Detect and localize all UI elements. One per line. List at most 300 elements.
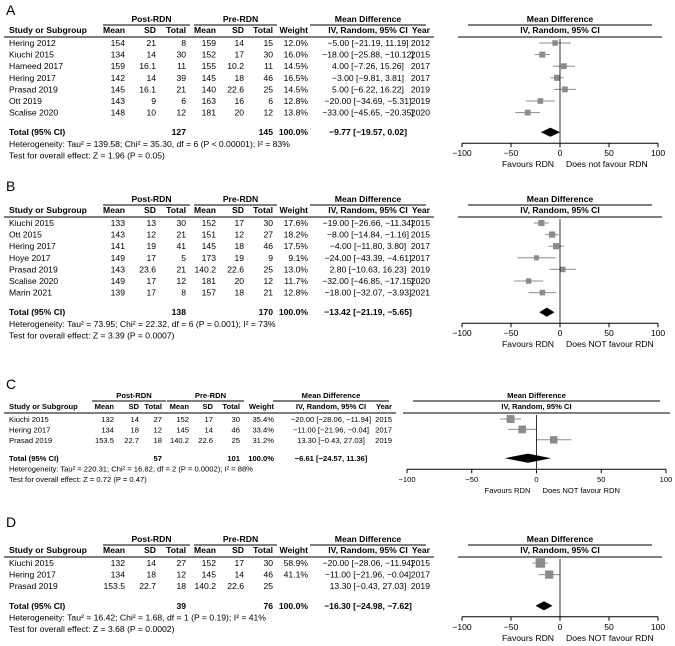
total-weight: 100.0%: [278, 307, 308, 318]
total-label: Total (95% CI): [9, 454, 59, 464]
x-tick-label: 100: [650, 621, 666, 632]
pre-sd: 17: [204, 415, 213, 424]
header-md-method: IV, Random, 95% CI: [328, 25, 408, 35]
study-weight: 12.8%: [283, 96, 308, 106]
pre-total: 30: [263, 49, 273, 60]
study-ci: −19.00 [−26.66, −11.34]: [322, 218, 414, 228]
table-row: [9, 276, 430, 286]
x-tick-label: 100: [650, 148, 666, 159]
post-sd: 21: [146, 38, 156, 48]
table-row: [9, 218, 430, 228]
favours-right-label: Does NOT favour RDN: [566, 632, 654, 643]
x-tick-label: 0: [557, 328, 563, 339]
x-tick-label: −50: [503, 328, 519, 339]
study-year: 2019: [410, 84, 430, 95]
pre-sd: 22.6: [227, 84, 244, 95]
post-sd: 18: [130, 425, 139, 435]
header-study: Study or Subgroup: [9, 205, 87, 215]
post-total: 12: [153, 425, 162, 435]
pre-sd: 17: [234, 218, 244, 228]
study-name: Hering 2017: [9, 72, 56, 83]
pre-total: 9: [268, 252, 273, 263]
pre-sd: 17: [234, 558, 244, 568]
header-total: Total: [166, 545, 186, 555]
post-total: 12: [176, 276, 186, 286]
header-study: Study or Subgroup: [9, 545, 87, 555]
pre-mean: 152: [201, 218, 216, 228]
x-tick-label: 50: [597, 475, 606, 485]
x-tick-label: −50: [503, 148, 519, 159]
header-total: Total: [253, 25, 273, 35]
post-total: 41: [176, 241, 186, 252]
header-sd: SD: [202, 402, 213, 411]
effect-marker: [540, 290, 546, 296]
study-weight: 16.5%: [283, 72, 308, 83]
pre-total: 11: [264, 61, 273, 72]
header-md-method: IV, Random, 95% CI: [328, 205, 408, 215]
post-total: 18: [153, 435, 162, 445]
effect-marker: [552, 40, 557, 45]
header-sd: SD: [232, 545, 244, 555]
study-ci: −18.00 [−25.88, −10.12]: [322, 49, 414, 60]
effect-marker: [518, 426, 526, 434]
post-mean: 153.5: [103, 581, 125, 592]
study-weight: 17.5%: [283, 241, 308, 252]
x-tick-label: 0: [557, 621, 563, 632]
study-year: 2015: [410, 49, 430, 60]
pre-sd: 22.6: [198, 435, 213, 445]
table-row: [9, 288, 430, 298]
post-sd: 14: [146, 72, 156, 83]
pre-mean: 145: [201, 241, 216, 252]
post-mean: 134: [110, 569, 125, 580]
study-weight: 13.0%: [283, 264, 308, 275]
header-plot-method: IV, Random, 95% CI: [520, 25, 600, 35]
header-mean: Mean: [194, 545, 216, 555]
total-ci: −16.30 [−24.98, −7.62]: [324, 600, 412, 611]
total-label: Total (95% CI): [9, 600, 66, 611]
study-weight: 17.6%: [283, 218, 308, 228]
pre-total: 21: [263, 287, 273, 298]
study-ci: −4.00 [−11.80, 3.80]: [329, 241, 407, 252]
post-mean: 134: [110, 49, 125, 60]
effect-marker: [549, 231, 555, 237]
study-name: Kiuchi 2015: [9, 218, 54, 228]
pre-mean: 157: [201, 287, 216, 298]
forest-panel-c: [4, 376, 672, 495]
summary-diamond: [505, 454, 552, 463]
total-pre-n: 76: [263, 600, 273, 611]
pre-total: 30: [263, 218, 273, 228]
header-group2: Pre-RDN: [194, 391, 227, 400]
forest-panel-b: [4, 178, 665, 349]
pre-mean: 145: [201, 569, 216, 580]
effect-marker: [525, 110, 531, 116]
study-year: 2017: [410, 569, 430, 580]
post-total: 11: [177, 61, 186, 72]
panel-label: C: [6, 376, 17, 392]
post-sd: 19: [146, 241, 156, 252]
study-ci: −5.00 [−21.19, 11.19]: [327, 38, 409, 48]
header-mean: Mean: [194, 25, 216, 35]
post-mean: 159: [110, 61, 125, 72]
study-year: 2019: [410, 581, 430, 592]
pre-mean: 145: [176, 425, 189, 435]
table-row: [9, 425, 392, 434]
study-year: 2019: [410, 264, 430, 275]
pre-sd: 22.6: [227, 581, 244, 592]
study-ci: −24.00 [−43.39, −4.61]: [324, 252, 412, 263]
post-mean: 134: [101, 425, 114, 435]
post-sd: 10: [146, 107, 156, 118]
total-label: Total (95% CI): [9, 307, 66, 318]
post-mean: 142: [110, 72, 125, 83]
header-mean-difference: Mean Difference: [334, 534, 402, 544]
heterogeneity-text: Heterogeneity: Tau² = 139.58; Chi² = 35.30, df = 6 (P < 0.00001); I² = 83%: [9, 138, 290, 149]
study-year: 2017: [375, 425, 392, 435]
post-mean: 154: [110, 38, 125, 48]
study-ci: −20.00 [−34.69, −5.31]: [324, 96, 412, 106]
effect-marker: [560, 267, 566, 273]
study-ci: −33.00 [−45.65, −20.35]: [322, 107, 414, 118]
header-group1: Post-RDN: [131, 194, 172, 204]
header-mean: Mean: [94, 402, 114, 411]
header-md-method: IV, Random, 95% CI: [295, 402, 367, 411]
pre-total: 15: [263, 38, 273, 48]
post-total: 12: [176, 107, 186, 118]
post-total: 39: [176, 72, 186, 83]
pre-mean: 152: [176, 415, 189, 424]
post-mean: 149: [110, 276, 125, 286]
post-total: 21: [176, 229, 186, 240]
x-tick-label: −50: [503, 621, 519, 632]
study-ci: −32.00 [−46.85, −17.15]: [322, 276, 414, 286]
table-row: [9, 38, 430, 48]
study-weight: 33.4%: [252, 425, 274, 435]
header-weight: Weight: [279, 25, 308, 35]
study-year: 2017: [410, 241, 430, 252]
panel-label: A: [6, 2, 16, 18]
pre-total: 46: [263, 72, 273, 83]
post-mean: 143: [110, 264, 125, 275]
pre-sd: 17: [234, 49, 244, 60]
total-post-n: 127: [171, 127, 186, 138]
header-sd: SD: [232, 25, 244, 35]
pre-total: 30: [231, 415, 240, 424]
total-weight: 100.0%: [278, 600, 308, 611]
table-row: [9, 253, 430, 263]
post-mean: 141: [110, 241, 125, 252]
overall-effect-text: Test for overall effect: Z = 1.96 (P = 0.05): [9, 150, 165, 161]
study-weight: 18.2%: [283, 229, 308, 240]
header-plot-mean-difference: Mean Difference: [526, 534, 594, 544]
post-sd: 13: [146, 218, 156, 228]
post-total: 21: [176, 264, 186, 275]
total-pre-n: 145: [258, 127, 273, 138]
header-year: Year: [411, 545, 430, 555]
total-pre-n: 101: [227, 454, 240, 464]
pre-sd: 20: [234, 276, 244, 286]
post-mean: 149: [110, 252, 125, 263]
table-row: [9, 96, 430, 106]
total-weight: 100.0%: [248, 454, 274, 464]
effect-marker: [554, 75, 560, 81]
header-group2: Pre-RDN: [222, 14, 259, 24]
pre-total: 46: [263, 569, 273, 580]
header-sd: SD: [144, 25, 156, 35]
x-tick-label: 100: [659, 475, 673, 485]
header-study: Study or Subgroup: [9, 25, 87, 35]
effect-marker: [526, 278, 531, 283]
overall-effect-text: Test for overall effect: Z = 3.39 (P = 0.0007): [9, 330, 175, 341]
post-sd: 17: [146, 276, 156, 286]
header-md-method: IV, Random, 95% CI: [328, 545, 408, 555]
total-ci: −6.61 [−24.57, 11.36]: [294, 454, 368, 464]
total-ci: −13.42 [−21.19, −5.65]: [324, 307, 412, 318]
study-ci: 5.00 [−6.22, 16.22]: [332, 84, 404, 95]
post-sd: 14: [146, 558, 156, 568]
effect-marker: [562, 86, 568, 92]
study-weight: 12.8%: [283, 287, 308, 298]
post-mean: 148: [110, 107, 125, 118]
pre-mean: 159: [201, 38, 216, 48]
study-ci: −11.00 [−21.96, −0.04]: [292, 425, 370, 435]
table-row: [9, 230, 430, 240]
header-total: Total: [222, 402, 240, 411]
study-weight: 31.2%: [252, 435, 274, 445]
pre-mean: 140.2: [194, 264, 216, 275]
study-weight: 41.1%: [283, 569, 308, 580]
pre-sd: 10.2: [227, 61, 244, 72]
table-row: [9, 570, 430, 580]
study-year: 2015: [410, 229, 430, 240]
study-weight: 14.5%: [283, 61, 308, 72]
study-name: Prasad 2019: [9, 435, 53, 445]
header-mean: Mean: [194, 205, 216, 215]
study-year: 2017: [410, 61, 430, 72]
favours-left-label: Favours RDN: [501, 632, 554, 643]
header-total: Total: [166, 25, 186, 35]
study-year: 2012: [410, 38, 430, 48]
header-mean: Mean: [103, 25, 125, 35]
table-row: [9, 61, 430, 71]
total-post-n: 39: [176, 600, 186, 611]
study-name: Hering 2017: [9, 569, 56, 580]
favours-right-label: Does NOT favour RDN: [542, 486, 621, 496]
header-year: Year: [411, 25, 430, 35]
post-sd: 14: [130, 415, 139, 424]
pre-sd: 16: [234, 96, 244, 106]
post-total: 8: [181, 38, 186, 48]
summary-diamond: [539, 308, 554, 317]
post-mean: 132: [110, 558, 125, 568]
x-tick-label: 0: [557, 148, 563, 159]
study-name: Kiuchi 2015: [9, 415, 49, 424]
effect-marker: [553, 243, 559, 249]
study-ci: −20.00 [−28.06, −11.94]: [290, 415, 372, 424]
table-row: [9, 108, 430, 118]
post-mean: 132: [101, 415, 114, 424]
table-row: [9, 50, 430, 60]
study-ci: 13.30 [−0.43, 27.03]: [297, 435, 365, 445]
effect-marker: [545, 570, 553, 578]
pre-total: 6: [268, 96, 273, 106]
total-weight: 100.0%: [278, 127, 308, 138]
post-total: 27: [153, 415, 162, 424]
panel-label: D: [6, 514, 17, 530]
header-plot-method: IV, Random, 95% CI: [501, 402, 572, 411]
pre-sd: 12: [234, 229, 244, 240]
pre-mean: 163: [201, 96, 216, 106]
x-tick-label: 50: [604, 328, 614, 339]
x-tick-label: 50: [604, 148, 614, 159]
post-sd: 17: [146, 252, 156, 263]
header-total: Total: [253, 205, 273, 215]
header-weight: Weight: [248, 402, 274, 411]
x-tick-label: −50: [465, 475, 479, 485]
header-mean: Mean: [103, 545, 125, 555]
x-tick-label: −100: [452, 621, 472, 632]
post-sd: 18: [146, 569, 156, 580]
pre-total: 46: [231, 425, 240, 435]
header-total: Total: [166, 205, 186, 215]
study-name: Scalise 2020: [9, 276, 59, 286]
study-weight: 11.7%: [284, 276, 308, 286]
x-tick-label: −100: [398, 475, 416, 485]
study-name: Scalise 2020: [9, 107, 59, 118]
table-row: [9, 558, 430, 568]
pre-mean: 152: [201, 49, 216, 60]
pre-total: 12: [263, 107, 273, 118]
pre-sd: 20: [234, 107, 244, 118]
header-plot-mean-difference: Mean Difference: [526, 14, 594, 24]
effect-marker: [561, 63, 567, 69]
study-weight: 58.9%: [283, 558, 308, 568]
study-year: 2021: [410, 287, 430, 298]
study-name: Hoye 2017: [9, 252, 51, 263]
header-weight: Weight: [279, 205, 308, 215]
total-pre-n: 170: [258, 307, 273, 318]
pre-total: 25: [263, 264, 273, 275]
pre-total: 25: [231, 435, 240, 445]
pre-sd: 18: [234, 241, 244, 252]
header-mean: Mean: [169, 402, 189, 411]
post-total: 12: [176, 569, 186, 580]
post-sd: 22.7: [124, 435, 139, 445]
header-sd: SD: [232, 205, 244, 215]
study-year: 2020: [410, 276, 430, 286]
header-mean-difference: Mean Difference: [301, 391, 361, 400]
study-name: Ott 2015: [9, 229, 42, 240]
x-tick-label: −100: [452, 148, 472, 159]
pre-total: 25: [263, 581, 273, 592]
favours-right-label: Does NOT favour RDN: [566, 339, 654, 350]
x-tick-label: 0: [534, 475, 539, 485]
table-row: [9, 581, 430, 591]
post-total: 5: [181, 252, 186, 263]
post-total: 30: [176, 218, 186, 228]
summary-diamond: [536, 601, 553, 610]
study-weight: 14.5%: [283, 84, 308, 95]
favours-left-label: Favours RDN: [501, 339, 554, 350]
table-row: [9, 241, 430, 251]
study-ci: 13.30 [−0.43, 27.03]: [329, 581, 407, 592]
effect-marker: [507, 415, 515, 423]
header-group1: Post-RDN: [131, 534, 172, 544]
total-ci: −9.77 [−19.57, 0.02]: [329, 127, 407, 138]
pre-sd: 14: [234, 38, 244, 48]
effect-marker: [538, 220, 544, 226]
study-ci: −11.00 [−21.96, −0.04]: [324, 569, 412, 580]
pre-mean: 155: [201, 61, 216, 72]
header-year: Year: [375, 402, 392, 411]
post-total: 6: [181, 96, 186, 106]
heterogeneity-text: Heterogeneity: Tau² = 220.31; Chi² = 16.82, df = 2 (P = 0.0002); I² = 88%: [9, 464, 253, 474]
pre-total: 30: [263, 558, 273, 568]
pre-mean: 173: [201, 252, 216, 263]
header-group2: Pre-RDN: [222, 194, 259, 204]
pre-mean: 181: [201, 107, 216, 118]
study-year: 2019: [375, 435, 392, 445]
study-year: 2015: [410, 218, 430, 228]
header-weight: Weight: [279, 545, 308, 555]
study-weight: 16.0%: [283, 49, 308, 60]
forest-panel-d: [4, 514, 665, 643]
post-mean: 145: [110, 84, 125, 95]
post-sd: 12: [146, 229, 156, 240]
x-tick-label: 100: [650, 328, 666, 339]
study-year: 2015: [410, 558, 430, 568]
pre-mean: 140: [201, 84, 216, 95]
study-ci: 2.80 [−10.63, 16.23]: [329, 264, 407, 275]
study-year: 2017: [410, 72, 430, 83]
post-sd: 16.1: [139, 84, 156, 95]
favours-left-label: Favours RDN: [501, 159, 554, 170]
overall-effect-text: Test for overall effect: Z = 0.72 (P = 0.47): [9, 475, 147, 484]
table-row: [9, 264, 430, 274]
study-weight: 12.0%: [283, 38, 308, 48]
study-name: Kiuchi 2015: [9, 49, 54, 60]
study-ci: −3.00 [−9.81, 3.81]: [331, 72, 405, 83]
header-mean-difference: Mean Difference: [334, 194, 402, 204]
post-mean: 143: [110, 96, 125, 106]
study-name: Kiuchi 2015: [9, 558, 54, 568]
study-name: Ott 2019: [9, 96, 42, 106]
header-mean: Mean: [103, 205, 125, 215]
total-post-n: 138: [171, 307, 186, 318]
header-group1: Post-RDN: [116, 391, 152, 400]
study-year: 2020: [410, 107, 430, 118]
header-plot-mean-difference: Mean Difference: [507, 391, 566, 400]
study-ci: −20.00 [−28.06, −11.94]: [322, 558, 414, 568]
overall-effect-text: Test for overall effect: Z = 3.68 (P = 0.0002): [9, 624, 175, 634]
post-total: 27: [176, 558, 186, 568]
header-year: Year: [411, 205, 430, 215]
x-tick-label: 50: [604, 621, 614, 632]
pre-mean: 140.2: [194, 581, 216, 592]
pre-sd: 18: [234, 72, 244, 83]
pre-sd: 18: [234, 287, 244, 298]
effect-marker: [534, 255, 539, 260]
pre-sd: 14: [204, 425, 213, 435]
post-total: 21: [176, 84, 186, 95]
post-sd: 17: [146, 287, 156, 298]
table-row: [9, 73, 430, 83]
study-name: Hering 2017: [9, 241, 56, 252]
header-mean-difference: Mean Difference: [334, 14, 402, 24]
study-ci: −8.00 [−14.84, −1.16]: [327, 229, 409, 240]
study-name: Prasad 2019: [9, 264, 58, 275]
